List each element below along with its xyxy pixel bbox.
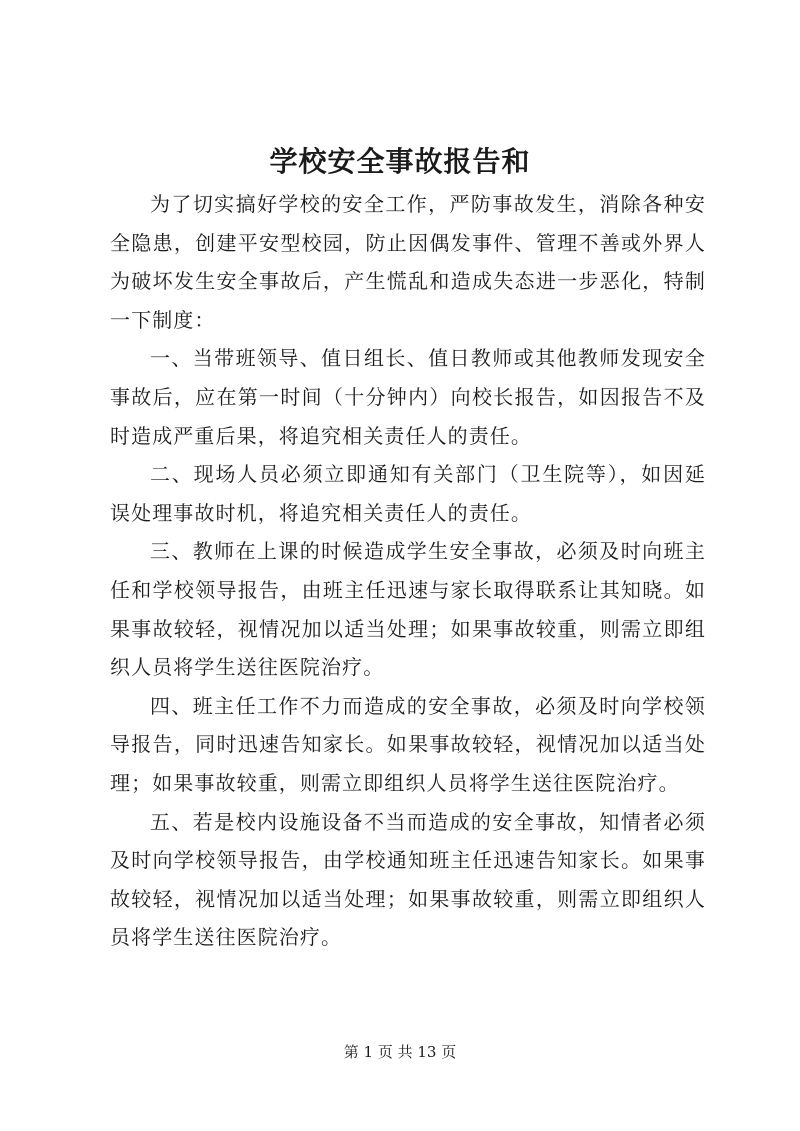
document-body bbox=[110, 185, 706, 957]
paragraph-item-4: 四、班主任工作不力而造成的安全事故，必须及时向学校领导报告，同时迅速告知家长。如果事故较轻，视情况加以适当处理；如果事故较重，则需立即组织人员将学生送往医院治疗。 bbox=[110, 693, 706, 795]
paragraph-item-5: 五、若是校内设施设备不当而造成的安全事故，知情者必须及时向学校领导报告，由学校通知班主任迅速告知家长。如果事故较轻，视情况加以适当处理；如果事故较重，则需立即组织人员将学生送往医院治疗。 bbox=[110, 809, 706, 950]
paragraph-intro: 为了切实搞好学校的安全工作，严防事故发生，消除各种安全隐患，创建平安型校园，防止因偶发事件、管理不善或外界人为破坏发生安全事故后，产生慌乱和造成失态进一步恶化，特制一下制度： bbox=[110, 192, 706, 332]
paragraph-item-1: 一、当带班领导、值日组长、值日教师或其他教师发现安全事故后，应在第一时间（十分钟内）向校长报告，如因报告不及时造成严重后果，将追究相关责任人的责任。 bbox=[110, 346, 706, 448]
page-footer: 第 1 页 共 13 页 bbox=[343, 1043, 457, 1061]
document-title: 学校安全事故报告和 bbox=[269, 145, 531, 178]
paragraph-item-3: 三、教师在上课的时候造成学生安全事故，必须及时向班主任和学校领导报告，由班主任迅速与家长取得联系让其知晓。如果事故较轻，视情况加以适当处理；如果事故较重，则需立即组织人员将学生送往医院治疗。 bbox=[110, 539, 706, 680]
paragraph-item-2: 二、现场人员必须立即通知有关部门（卫生院等），如因延误处理事故时机，将追究相关责任人的责任。 bbox=[110, 462, 706, 525]
